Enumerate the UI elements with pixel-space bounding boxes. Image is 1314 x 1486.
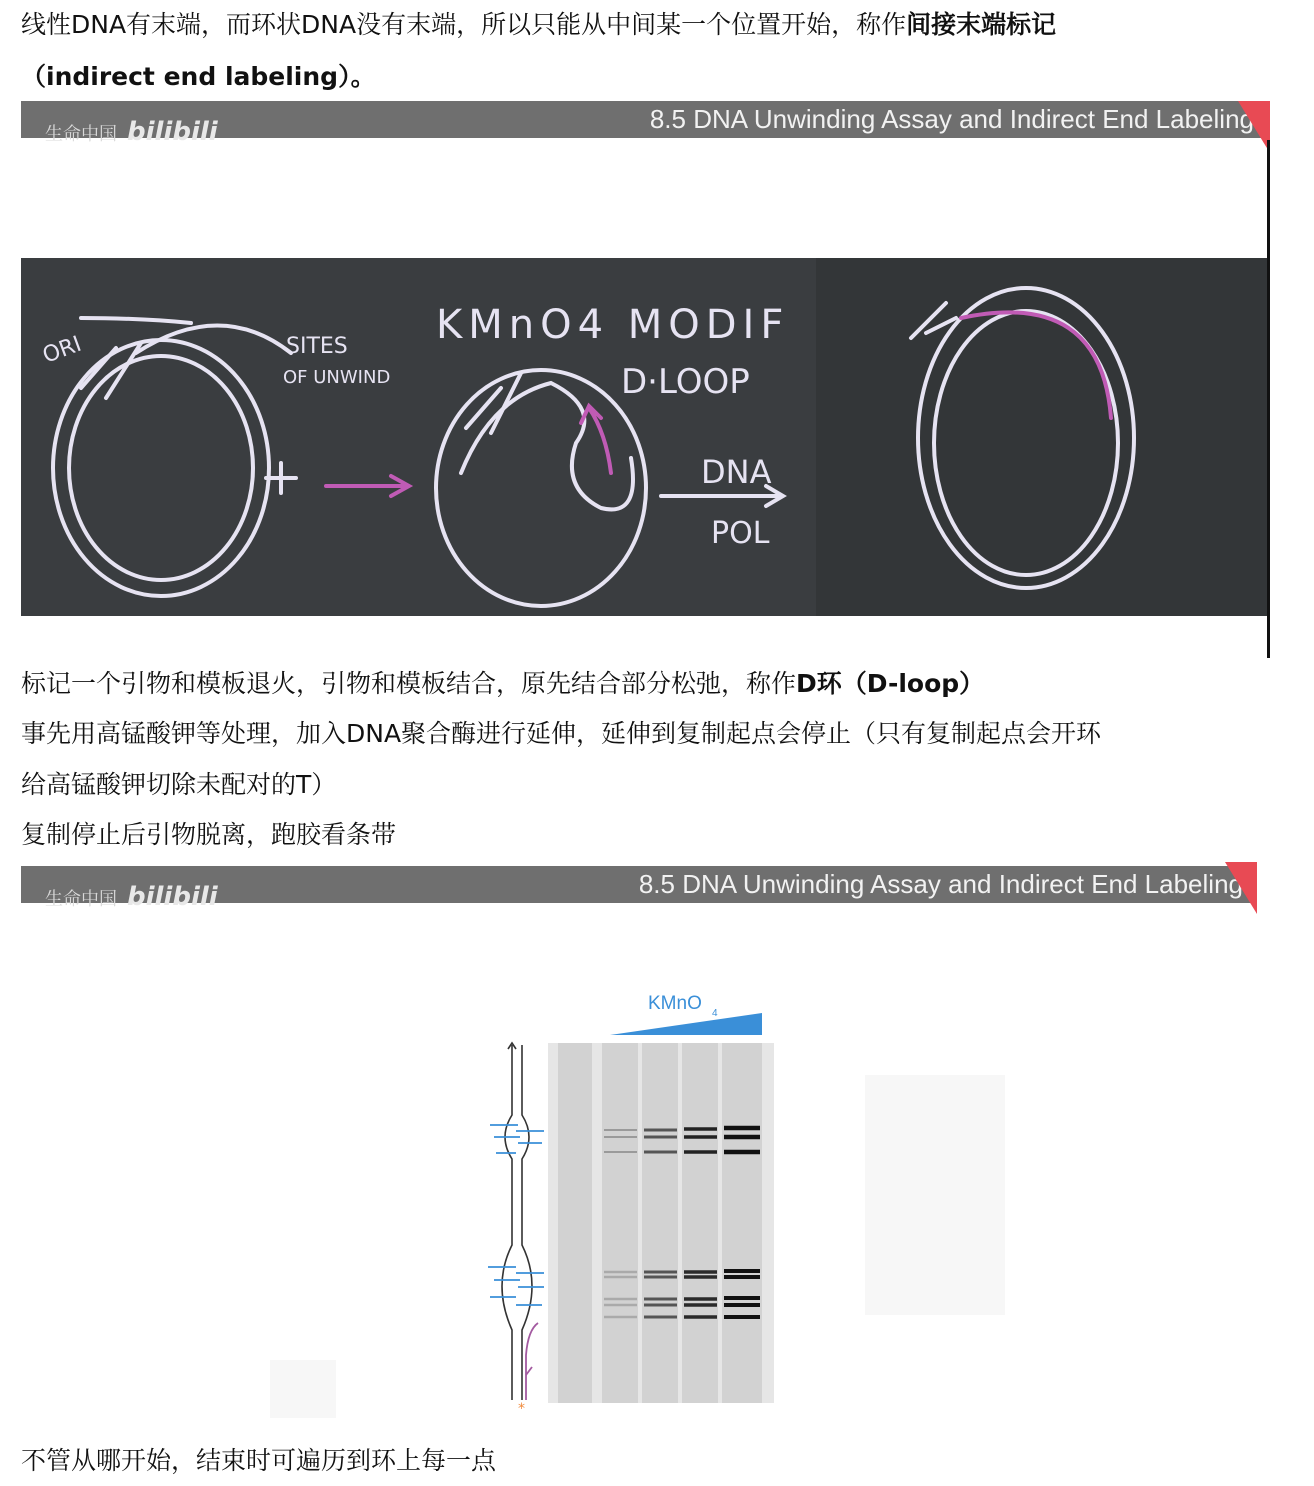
chalkboard-image xyxy=(21,258,1268,616)
label-kmno4-modif: KMnO4 MODIF xyxy=(436,302,790,348)
method-line-3: 复制停止后引物脱离，跑胶看条带 xyxy=(21,820,397,849)
corner-marker xyxy=(1238,101,1270,153)
label-pol: POL xyxy=(711,516,770,551)
frame-edge xyxy=(1267,140,1270,658)
gel-diagram xyxy=(480,985,780,1415)
label-dna: DNA xyxy=(701,453,772,491)
video-banner-1 xyxy=(21,101,1268,147)
label-ori: ORI xyxy=(39,331,85,369)
kmno4-label: KMnO xyxy=(648,993,702,1014)
method-line-1: 事先用高锰酸钾等处理，加入DNA聚合酶进行延伸，延伸到复制起点会停止（只有复制起点会开环 xyxy=(21,719,1102,748)
watermark: 生命中国 bilibili xyxy=(45,882,218,912)
term-dloop: D环（D-loop） xyxy=(796,669,985,698)
video-title: 8.5 DNA Unwinding Assay and Indirect End Labeling xyxy=(638,869,1243,899)
watermark: 生命中国 bilibili xyxy=(45,117,218,147)
video-title: 8.5 DNA Unwinding Assay and Indirect End Labeling xyxy=(649,104,1254,134)
label-dloop: D·LOOP xyxy=(621,362,750,402)
dloop-line: 标记一个引物和模板退火，引物和模板结合，原先结合部分松弛，称作D环（D-loop） xyxy=(21,669,985,698)
intro-line-1: 线性DNA有末端，而环状DNA没有末端，所以只能从中间某一个位置开始，称作间接末端标记 xyxy=(21,10,1057,39)
concentration-wedge xyxy=(610,1013,762,1035)
chalkboard-drawing xyxy=(21,258,1268,616)
video-banner-2 xyxy=(21,866,1257,912)
faint-shape xyxy=(270,1360,336,1418)
label-of-unwind: OF UNWIND xyxy=(283,367,391,388)
corner-marker xyxy=(1225,862,1257,914)
gel-figure xyxy=(480,985,780,1415)
faint-shape xyxy=(865,1075,1005,1315)
label-star-icon: * xyxy=(518,1401,525,1415)
intro-line-2: （indirect end labeling）。 xyxy=(21,62,376,91)
label-sites: SITES xyxy=(286,334,348,359)
conclusion-line: 不管从哪开始，结束时可遍历到环上每一点 xyxy=(21,1446,497,1475)
kmno4-subscript: 4 xyxy=(712,1008,718,1019)
term-indirect-end-labeling: 间接末端标记 xyxy=(906,10,1057,39)
method-line-2: 给高锰酸钾切除未配对的T） xyxy=(21,770,337,799)
